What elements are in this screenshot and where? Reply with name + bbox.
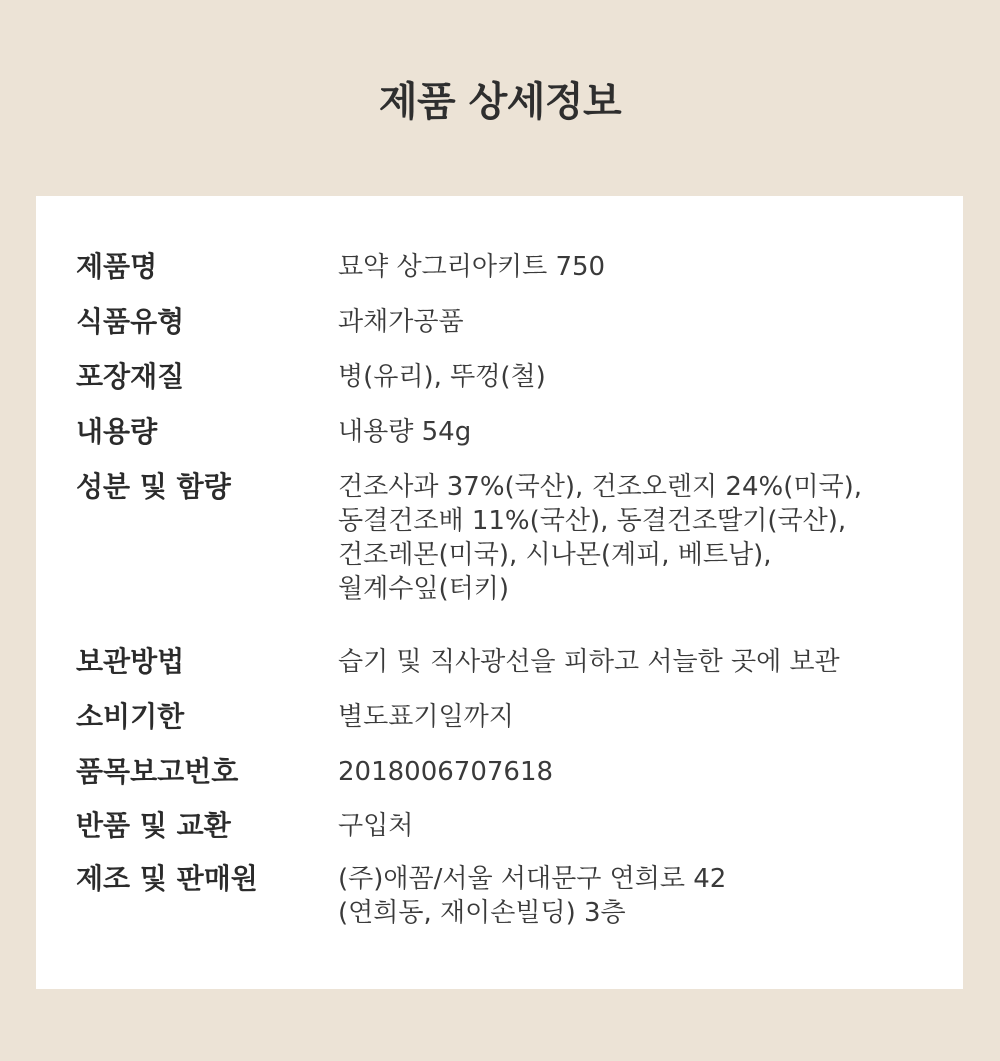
spec-value xyxy=(338,250,938,284)
spec-label: 제조 및 판매원 xyxy=(76,862,258,895)
spec-value-line: (연희동, 재이손빌딩) 3층 xyxy=(338,898,626,928)
spec-value-line: 동결건조배 11%(국산), 동결건조딸기(국산), xyxy=(338,506,847,536)
spec-value-line: 묘약 상그리아키트 750 xyxy=(338,252,606,282)
spec-value xyxy=(338,700,938,734)
spec-value xyxy=(338,470,938,606)
spec-value-line: 2018006707618 xyxy=(338,757,554,787)
spec-label: 반품 및 교환 xyxy=(76,809,231,842)
spec-label: 제품명 xyxy=(76,250,158,283)
spec-label: 보관방법 xyxy=(76,645,185,678)
spec-value-line: 내용량 54g xyxy=(338,417,472,447)
spec-label: 품목보고번호 xyxy=(76,755,239,788)
product-info-card xyxy=(36,196,963,989)
spec-label: 성분 및 함량 xyxy=(76,470,231,503)
spec-value xyxy=(338,360,938,394)
spec-value-line: 과채가공품 xyxy=(338,307,464,337)
spec-value-line: 병(유리), 뚜껑(철) xyxy=(338,362,546,392)
spec-value-line: 건조레몬(미국), 시나몬(계피, 베트남), xyxy=(338,540,772,570)
spec-value xyxy=(338,862,938,930)
spec-value xyxy=(338,755,938,789)
spec-label: 내용량 xyxy=(76,415,158,448)
spec-value xyxy=(338,645,938,679)
spec-value-line: 건조사과 37%(국산), 건조오렌지 24%(미국), xyxy=(338,472,862,502)
spec-value-line: (주)애꼼/서울 서대문구 연희로 42 xyxy=(338,864,727,894)
spec-value-line: 습기 및 직사광선을 피하고 서늘한 곳에 보관 xyxy=(338,647,840,677)
spec-value-line: 월계수잎(터키) xyxy=(338,574,509,604)
spec-value-line: 별도표기일까지 xyxy=(338,702,514,732)
spec-value-line: 구입처 xyxy=(338,811,414,841)
spec-value xyxy=(338,809,938,843)
spec-value xyxy=(338,415,938,449)
spec-label: 식품유형 xyxy=(76,305,185,338)
spec-value xyxy=(338,305,938,339)
spec-label: 소비기한 xyxy=(76,700,185,733)
page-title: 제품 상세정보 xyxy=(378,79,622,125)
spec-label: 포장재질 xyxy=(76,360,185,393)
